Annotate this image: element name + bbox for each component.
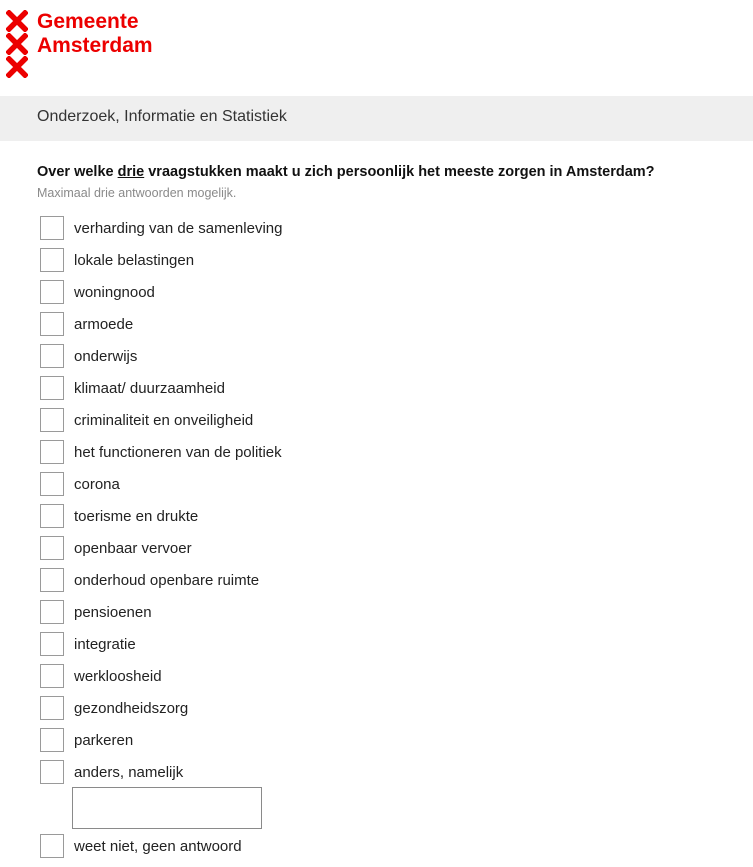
answer-option[interactable] — [40, 276, 282, 308]
answer-option[interactable] — [40, 724, 282, 756]
answer-option[interactable] — [40, 500, 282, 532]
checkbox[interactable] — [40, 568, 64, 592]
option-label: weet niet, geen antwoord — [74, 837, 242, 855]
checkbox[interactable] — [40, 280, 64, 304]
answer-options-list — [40, 212, 282, 788]
answer-option[interactable] — [40, 340, 282, 372]
option-label: verharding van de samenleving — [74, 219, 283, 237]
checkbox[interactable] — [40, 536, 64, 560]
answer-option[interactable] — [40, 436, 282, 468]
checkbox[interactable] — [40, 664, 64, 688]
answer-option[interactable] — [40, 308, 282, 340]
checkbox[interactable] — [40, 312, 64, 336]
answer-option[interactable] — [40, 660, 282, 692]
checkbox[interactable] — [40, 760, 64, 784]
answer-option[interactable] — [40, 596, 282, 628]
logo-line-2: Amsterdam — [37, 34, 153, 57]
gemeente-amsterdam-logo — [6, 10, 206, 82]
question-emphasis: drie — [117, 164, 145, 180]
option-label: werkloosheid — [74, 667, 162, 685]
option-label: integratie — [74, 635, 136, 653]
question-suffix: vraagstukken maakt u zich persoonlijk het meeste zorgen in Amsterdam? — [144, 164, 655, 180]
x-cross-icon — [6, 33, 28, 55]
option-label: corona — [74, 475, 120, 493]
checkbox[interactable] — [40, 472, 64, 496]
option-label: openbaar vervoer — [74, 539, 192, 557]
other-answer-input[interactable] — [72, 787, 262, 829]
checkbox[interactable] — [40, 408, 64, 432]
checkbox[interactable] — [40, 834, 64, 858]
checkbox[interactable] — [40, 504, 64, 528]
x-cross-icon — [6, 56, 28, 78]
answer-option[interactable] — [40, 212, 282, 244]
banner-title: Onderzoek, Informatie en Statistiek — [37, 108, 287, 125]
answer-option[interactable] — [40, 628, 282, 660]
answer-option[interactable] — [40, 532, 282, 564]
option-label: armoede — [74, 315, 134, 333]
logo-text — [37, 10, 153, 58]
option-label: toerisme en drukte — [74, 507, 199, 525]
checkbox[interactable] — [40, 376, 64, 400]
question-text — [37, 164, 655, 180]
checkbox[interactable] — [40, 696, 64, 720]
checkbox[interactable] — [40, 344, 64, 368]
option-label: criminaliteit en onveiligheid — [74, 411, 254, 429]
option-label: pensioenen — [74, 603, 152, 621]
checkbox[interactable] — [40, 248, 64, 272]
question-prefix: Over welke — [37, 164, 118, 180]
option-label: klimaat/ duurzaamheid — [74, 379, 225, 397]
option-label: parkeren — [74, 731, 134, 749]
option-label: het functioneren van de politiek — [74, 443, 282, 461]
option-label: onderhoud openbare ruimte — [74, 571, 260, 589]
checkbox[interactable] — [40, 440, 64, 464]
answer-option-dont-know[interactable] — [40, 830, 242, 862]
x-cross-icon — [6, 10, 28, 32]
checkbox[interactable] — [40, 728, 64, 752]
answer-option[interactable] — [40, 404, 282, 436]
option-label: lokale belastingen — [74, 251, 195, 269]
checkbox[interactable] — [40, 600, 64, 624]
option-label: onderwijs — [74, 347, 138, 365]
logo-crosses — [6, 10, 28, 79]
question-hint: Maximaal drie antwoorden mogelijk. — [37, 186, 237, 200]
answer-option[interactable] — [40, 692, 282, 724]
logo-line-1: Gemeente — [37, 10, 139, 33]
answer-option[interactable] — [40, 372, 282, 404]
department-banner — [0, 96, 753, 141]
option-label: woningnood — [74, 283, 155, 301]
answer-option[interactable] — [40, 564, 282, 596]
option-label: gezondheidszorg — [74, 699, 189, 717]
checkbox[interactable] — [40, 216, 64, 240]
option-label: anders, namelijk — [74, 763, 184, 781]
answer-option[interactable] — [40, 468, 282, 500]
checkbox[interactable] — [40, 632, 64, 656]
answer-option[interactable] — [40, 756, 282, 788]
answer-option[interactable] — [40, 244, 282, 276]
